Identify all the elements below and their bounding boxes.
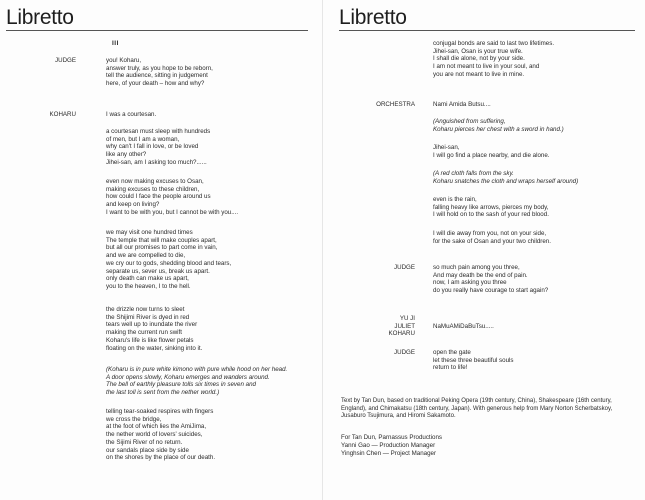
scene-number: III [112,40,119,47]
trio-lines: NaMuAMiDaBuTsu..... [433,323,494,330]
koharu-line1: I was a courtesan. [106,111,157,118]
credits-line3: Yinghsin Chen — Project Manager [341,450,437,457]
page-header-right: Libretto [339,6,407,29]
speaker-orchestra: ORCHESTRA [376,101,415,108]
orchestra-stanza1: Jihei-san, I will go find a place nearby, and die alone. [433,144,550,159]
koharu-stanza1: a courtesan must sleep with hundreds of men, but I am a woman, why can't I fall in love, or be loved like any other? Jihei-san, am I asking too much?...... [106,128,211,166]
judge-lines-2: so much pain among you three, And may death be the end of pain. now, I am asking you three do you really have courage to start again? [433,264,549,295]
header-rule-left [6,30,308,31]
speaker-judge: JUDGE [55,57,76,64]
stage-direction-1: (Anguished from suffering, Koharu pierces her chest with a sword in hand.) [433,118,564,133]
koharu-stanza2: even now making excuses to Osan, making excuses to these children, how could I face the people around us and keep on living? I want to be with you, but I cannot be with you.... [106,178,239,216]
credits-line1: For Tan Dun, Parnassus Productions [341,434,442,441]
speaker-judge-2: JUDGE [394,264,415,271]
orchestra-stanza2: even is the rain, falling heavy like arrows, pierces my body, I will hold on to the sash of your red blood. [433,196,549,219]
speaker-koharu: KOHARU [49,111,76,118]
stage-direction: (Koharu is in pure white kimono with pure while hood on her head. A door opens slowly, Koharu emerges and wanders around. The bell of earthly pleasure tolls six times in seven and the last toll is sent from the nether world.) [106,366,288,397]
speaker-judge-3: JUDGE [394,349,415,356]
credits-line2: Yanni Gao — Production Manager [341,442,436,449]
orchestra-line1: Nami Amida Butsu.... [433,101,491,108]
header-rule-right [339,30,635,31]
koharu-stanza4: the drizzle now turns to sleet the Shijimi River is dyed in red tears well up to inundate the river making the current run swift Koharu's life is like flower petals floating on the water, sinking into it. [106,306,203,352]
credits-text: Text by Tan Dun, based on traditional Peking Opera (19th century, China), Shakespeare (16th century, England), and Chimakatsu (18th century, Japan). With generous help from Mary Norton Scherbatskoy, Jusaburo Tsujimura, and Hiromi Sakamoto. [341,398,613,420]
judge-lines-3: open the gate let these three beautiful souls return to life! [433,349,514,372]
koharu-continued: conjugal bonds are said to last two lifetimes. Jihei-san, Osan is your true wife. I shall die alone, not by your side. I am not meant to live in your soul, and you are not meant to live in mine. [433,40,555,78]
orchestra-stanza3: I will die away from you, not on your side, for the sake of Osan and your two children. [433,230,551,245]
stage-direction-2: (A red cloth falls from the sky. Koharu snatches the cloth and wraps herself around) [433,170,579,185]
koharu-stanza5: telling tear-soaked respires with fingers we cross the bridge, at the foot of which lies the AmiJima, the nether world of lovers' suicides, the Sijimi River of no return. our sandals place side by side on the shores by the place of our death. [106,408,216,462]
left-page [0,0,322,500]
page-header-left: Libretto [6,6,74,29]
koharu-stanza3: we may visit one hundred times The temple that will make couples apart, but all our promises to part come in vain, and we are compelled to die, we cry our to gods, shedding blood and tears, separate us, sever us, break us apart. only death can make us apart, you to the heaven, I to the hell. [106,229,232,290]
right-page [323,0,645,500]
judge-lines: you! Koharu, answer truly, as you hope to be reborn, tell the audience, sitting in judgement here, of your death – how and why? [106,57,213,88]
speaker-trio: YU JI JULIET KOHARU [388,315,415,338]
